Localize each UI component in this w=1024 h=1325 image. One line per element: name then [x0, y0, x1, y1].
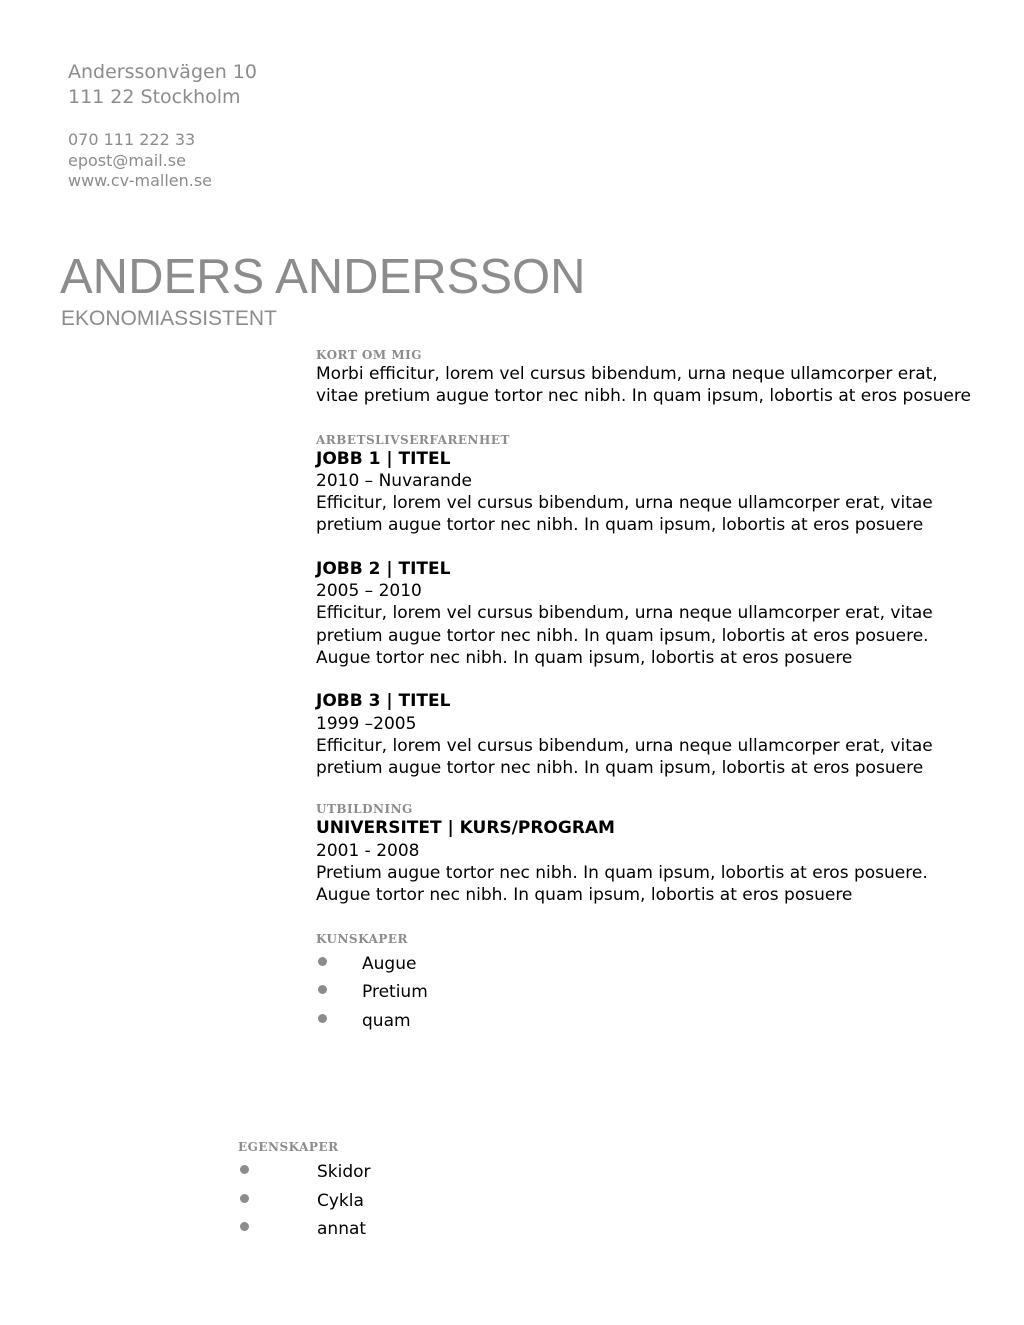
main-column: [316, 347, 976, 1037]
list-item: [238, 1159, 638, 1188]
bullet-icon: [318, 957, 327, 966]
job-description: Efficitur, lorem vel cursus bibendum, urna neque ullamcorper erat, vitae pretium augue tortor nec nibh. In quam ipsum, lobortis at eros posuere: [316, 735, 933, 779]
about-text: Morbi efficitur, lorem vel cursus bibendum, urna neque ullamcorper erat, vitae pretium augue tortor nec nibh. In quam ipsum, lobortis at eros posuere: [316, 364, 971, 407]
phone-number: 070 111 222 33: [68, 130, 196, 149]
bullet-icon: [240, 1222, 249, 1231]
list-item: [238, 1188, 638, 1217]
contact-block: [68, 130, 212, 192]
person-name: ANDERS ANDERSSON: [60, 250, 586, 304]
education-title: UNIVERSITET | KURS/PROGRAM: [316, 818, 615, 839]
list-item: [316, 979, 976, 1008]
address-city: 111 22 Stockholm: [68, 86, 241, 108]
skills-list: [316, 951, 976, 1037]
list-item: [316, 1008, 976, 1037]
experience-section: [316, 432, 976, 780]
experience-heading: ARBETSLIVSERFARENHET: [316, 432, 510, 447]
traits-heading: EGENSKAPER: [238, 1140, 339, 1154]
skills-heading: KUNSKAPER: [316, 931, 408, 946]
bullet-icon: [318, 1014, 327, 1023]
list-item: [238, 1216, 638, 1245]
education-heading: UTBILDNING: [316, 802, 413, 817]
bullet-icon: [240, 1194, 249, 1203]
job-period: 2005 – 2010: [316, 581, 422, 602]
job-description: Efficitur, lorem vel cursus bibendum, urna neque ullamcorper erat, vitae pretium augue tortor nec nibh. In quam ipsum, lobortis at eros posuere: [316, 493, 933, 536]
skill-label: quam: [362, 1011, 411, 1032]
trait-label: Cykla: [317, 1190, 364, 1211]
education-section: [316, 801, 976, 906]
skill-label: Pretium: [362, 982, 428, 1003]
website-address: www.cv-mallen.se: [68, 171, 213, 190]
job-period: 2010 – Nuvarande: [316, 470, 472, 491]
education-period: 2001 - 2008: [316, 840, 420, 861]
person-job-title: EKONOMIASSISTENT: [61, 307, 277, 330]
address-block: [68, 60, 257, 110]
address-street: Anderssonvägen 10: [68, 61, 257, 83]
traits-list: [238, 1159, 638, 1245]
job-entry: [316, 448, 976, 537]
trait-label: annat: [317, 1219, 367, 1240]
job-entry: [316, 690, 976, 779]
job-period: 1999 –2005: [316, 713, 417, 734]
bullet-icon: [240, 1165, 249, 1174]
job-title: JOBB 3 | TITEL: [316, 691, 451, 712]
education-description: Pretium augue tortor nec nibh. In quam ipsum, lobortis at eros posuere. Augue tortor nec nibh. In quam ipsum, lobortis at eros posuere: [316, 863, 928, 906]
job-entry: [316, 558, 976, 669]
about-section: [316, 347, 976, 408]
list-item: [316, 951, 976, 980]
skills-section: [316, 931, 976, 1037]
skill-label: Augue: [362, 953, 417, 974]
job-title: JOBB 1 | TITEL: [316, 448, 451, 469]
job-description: Efficitur, lorem vel cursus bibendum, urna neque ullamcorper erat, vitae pretium augue tortor nec nibh. In quam ipsum, lobortis at eros posuere. Augue tortor nec nibh. In quam ipsum, lobortis at eros posuere: [316, 603, 933, 668]
bullet-icon: [318, 985, 327, 994]
about-heading: KORT OM MIG: [316, 348, 422, 362]
email-address: epost@mail.se: [68, 150, 186, 170]
traits-section: [238, 1139, 638, 1245]
trait-label: Skidor: [317, 1162, 371, 1182]
job-title: JOBB 2 | TITEL: [316, 558, 451, 579]
